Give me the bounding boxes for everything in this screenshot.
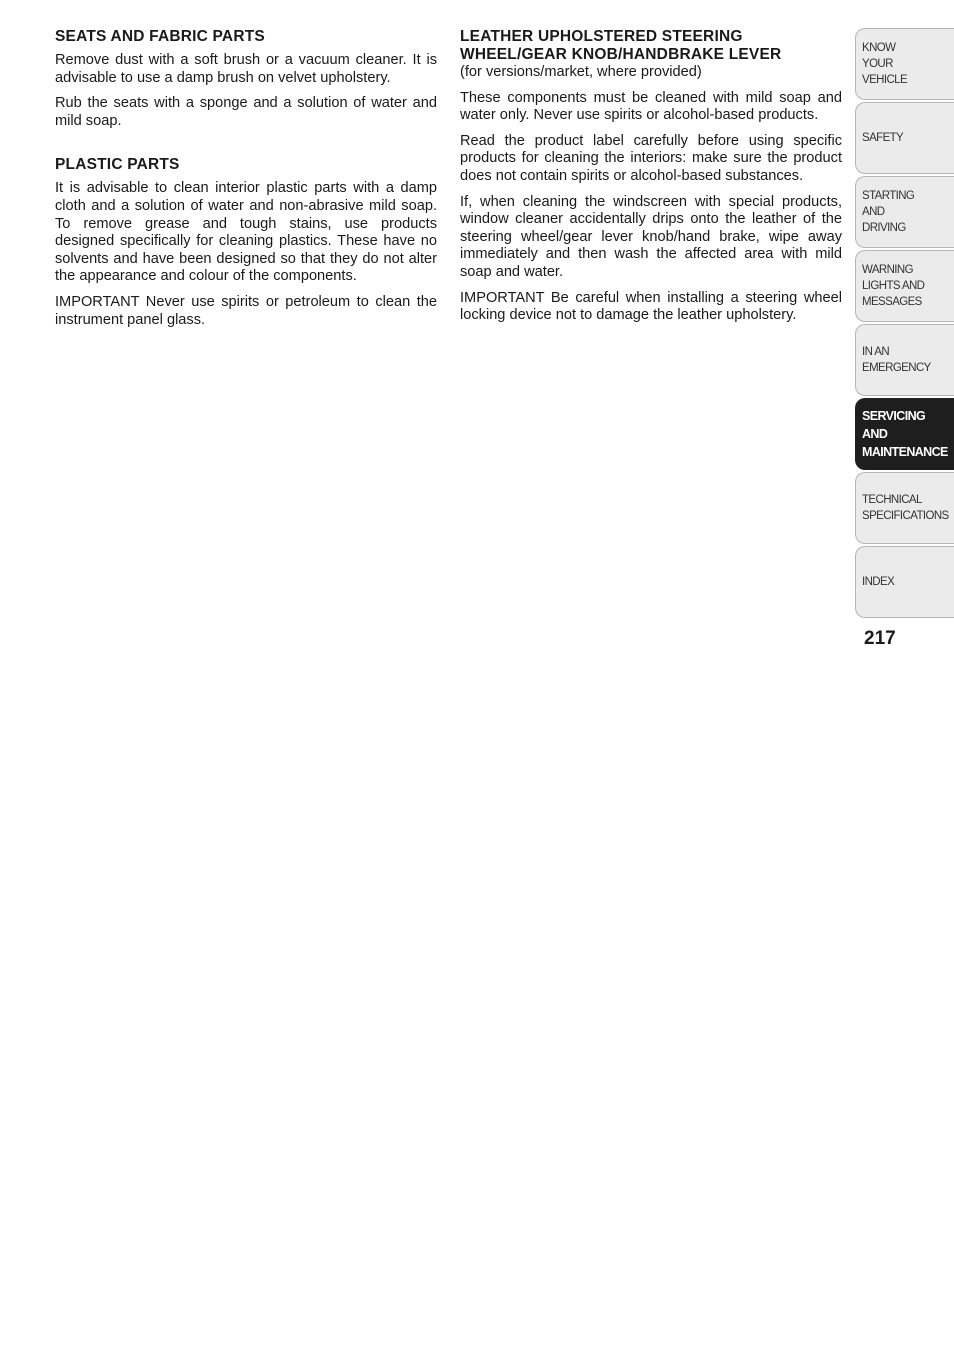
page-number: 217: [864, 628, 896, 649]
paragraph: IMPORTANT Be careful when installing a steering wheel locking device not to damage the leather upholstery.: [460, 289, 842, 324]
right-column: [460, 28, 842, 333]
left-column: [55, 28, 437, 337]
paragraph: Remove dust with a soft brush or a vacuum cleaner. It is advisable to use a damp brush on velvet upholstery.: [55, 52, 437, 86]
tab-safety[interactable]: SAFETY: [855, 102, 954, 174]
tab-index[interactable]: INDEX: [855, 546, 954, 618]
tab-warning-lights-and-messages[interactable]: WARNING LIGHTS AND MESSAGES: [855, 250, 954, 322]
tab-starting-and-driving[interactable]: STARTING AND DRIVING: [855, 176, 954, 248]
paragraph: These components must be cleaned with mild soap and water only. Never use spirits or alcohol-based products.: [460, 89, 842, 124]
tab-servicing-and-maintenance[interactable]: SERVICING AND MAINTENANCE: [855, 398, 954, 470]
section-subtitle: (for versions/market, where provided): [460, 64, 702, 80]
section-heading-plastic-parts: PLASTIC PARTS: [55, 156, 180, 174]
section-heading-seats-fabric: SEATS AND FABRIC PARTS: [55, 28, 265, 45]
chapter-tabs: [855, 28, 954, 620]
paragraph: If, when cleaning the windscreen with special products, window cleaner accidentally drips onto the leather of the steering wheel/gear lever knob/hand brake, wipe away immediately and then wash the affected area with mild soap and water.: [460, 193, 842, 280]
paragraph: Read the product label carefully before using specific products for cleaning the interiors: make sure the product does not contain spirits or alcohol-based substances.: [460, 132, 842, 184]
tab-technical-specifications[interactable]: TECHNICAL SPECIFICATIONS: [855, 472, 954, 544]
tab-know-your-vehicle[interactable]: KNOW YOUR VEHICLE: [855, 28, 954, 100]
paragraph: Rub the seats with a sponge and a solution of water and mild soap.: [55, 95, 437, 129]
paragraph: IMPORTANT Never use spirits or petroleum to clean the instrument panel glass.: [55, 293, 437, 328]
paragraph: It is advisable to clean interior plastic parts with a damp cloth and a solution of water and non-abrasive mild soap. To remove grease and tough stains, use products designed specifically for cleaning plastics. These have no solvents and have been designed so that they do not alter the appearance and colour of the components.: [55, 180, 437, 285]
section-heading-leather-upholstered: LEATHER UPHOLSTERED STEERING WHEEL/GEAR KNOB/HANDBRAKE LEVER: [460, 28, 782, 63]
tab-in-an-emergency[interactable]: IN AN EMERGENCY: [855, 324, 954, 396]
